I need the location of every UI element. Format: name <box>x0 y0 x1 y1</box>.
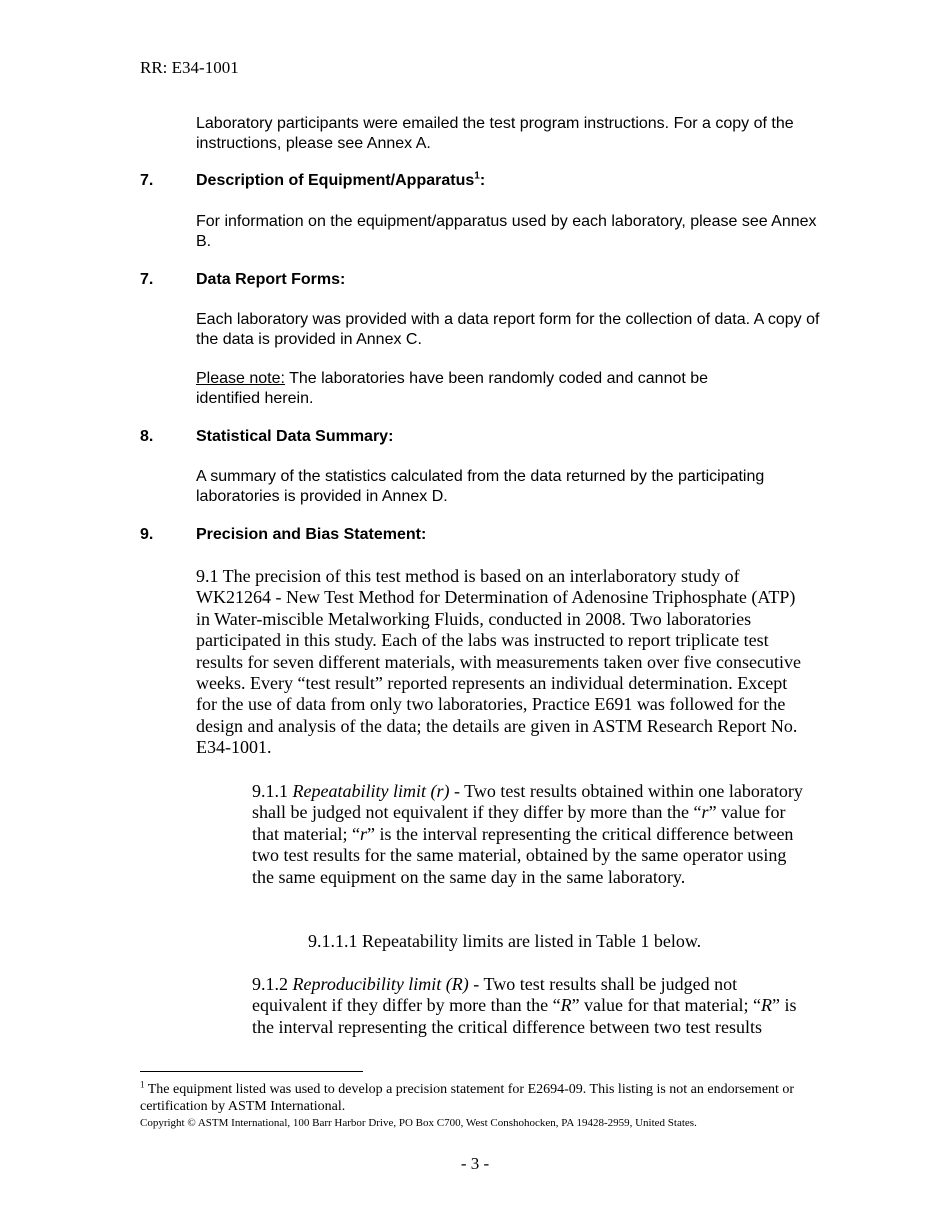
section-number-precision: 9. <box>140 526 154 543</box>
p911-term: Repeatability limit (r) - <box>292 781 460 801</box>
copyright-line: Copyright © ASTM International, 100 Barr Harbor Drive, PO Box C700, West Conshohocken, PA 19428-2959, United States. <box>140 1117 697 1129</box>
section-title-data-forms: Data Report Forms: <box>196 271 346 288</box>
report-id-header: RR: E34-1001 <box>140 58 239 77</box>
stats-paragraph: A summary of the statistics calculated from the data returned by the participating laboratories is provided in Annex D. <box>196 468 765 505</box>
p911-number: 9.1.1 <box>252 781 293 801</box>
section-title-precision: Precision and Bias Statement: <box>196 526 427 543</box>
p912-R-symbol-1: R <box>560 995 572 1016</box>
paragraph-9-1-1-1: 9.1.1.1 Repeatability limits are listed in Table 1 below. <box>308 931 702 951</box>
section-title-equipment-suffix: : <box>479 172 486 189</box>
section-title-stats: Statistical Data Summary: <box>196 428 394 445</box>
p911-text-b: ” value for that material; “ <box>252 802 786 844</box>
page-number: - 3 - <box>460 1154 490 1173</box>
note-paragraph <box>196 369 776 408</box>
footnote-divider <box>140 1071 363 1072</box>
p912-number: 9.1.2 <box>252 974 293 994</box>
section-title-equipment <box>196 172 485 190</box>
data-forms-paragraph: Each laboratory was provided with a data report form for the collection of data. A copy of the data is provided in Annex C. <box>196 311 820 348</box>
note-label: Please note: <box>196 370 285 387</box>
p911-r-symbol-1: r <box>701 802 709 823</box>
note-text: The laboratories have been randomly coded and cannot be identified herein. <box>196 370 709 407</box>
footnote-reference: 1 <box>474 170 480 182</box>
footnote-marker: 1 <box>140 1079 145 1090</box>
paragraph-9-1-2 <box>252 974 807 1038</box>
p912-term: Reproducibility limit (R) - <box>292 974 480 994</box>
section-number-stats: 8. <box>140 428 154 445</box>
paragraph-9-1: 9.1 The precision of this test method is based on an interlaboratory study of WK21264 - New Test Method for Determination of Adenosine Triphosphate (ATP) in Water-miscible Metalworking Fluids, conducted in 2008. Two laboratories participated in this study. Each of the labs was instructed to report triplicate test results for seven different materials, with measurements taken over five consecutive weeks. Every “test result” reported represents an individual determination. Except for the use of data from only two laboratories, Practice E691 was followed for the design and analysis of the data; the details are given in ASTM Research Report No. E34-1001. <box>196 566 801 758</box>
p912-text-a: Two test results shall be judged not equivalent if they differ by more than the “ <box>252 974 738 1016</box>
p912-R-symbol-2: R <box>760 995 772 1016</box>
section-title-equipment-text: Description of Equipment/Apparatus <box>196 172 475 189</box>
p912-text-c: ” is the interval representing the critical difference between two test results <box>252 995 797 1037</box>
footnote-text: The equipment listed was used to develop a precision statement for E2694-09. This listing is not an endorsement or certification by ASTM International. <box>140 1082 795 1114</box>
paragraph-9-1-1 <box>252 781 807 888</box>
p911-text-a: Two test results obtained within one laboratory shall be judged not equivalent if they differ by more than the “ <box>252 781 803 823</box>
intro-paragraph: Laboratory participants were emailed the test program instructions. For a copy of the instructions, please see Annex A. <box>196 115 794 152</box>
p912-text-b: ” value for that material; “ <box>571 995 761 1016</box>
p911-r-symbol-2: r <box>359 823 367 844</box>
footnote <box>140 1081 820 1115</box>
section-number-data-forms: 7. <box>140 271 154 288</box>
p911-text-c: ” is the interval representing the critical difference between two test results for the same material, obtained by the same operator using the same equipment on the same day in the same laboratory. <box>252 823 794 887</box>
equipment-paragraph: For information on the equipment/apparatus used by each laboratory, please see Annex B. <box>196 213 817 250</box>
section-number-equipment: 7. <box>140 172 154 189</box>
